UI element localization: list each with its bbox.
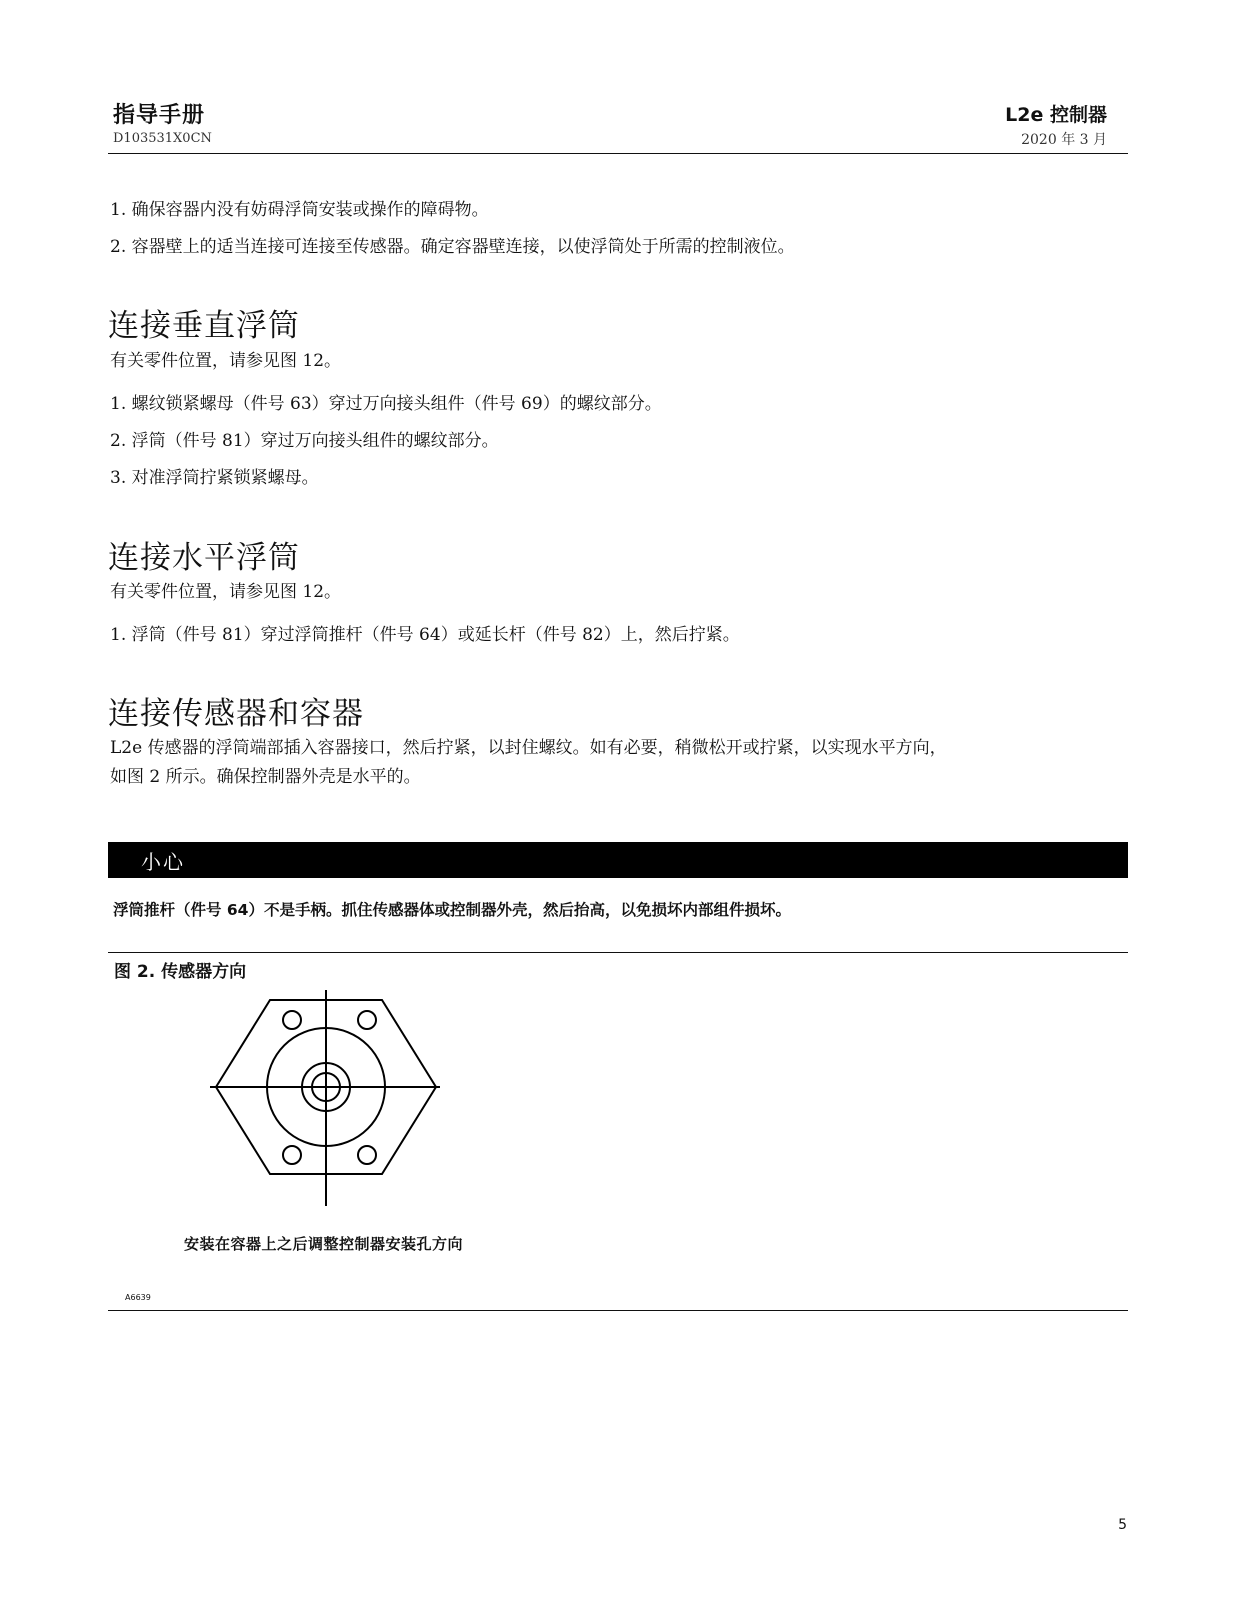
- mounting-hole-bottom-right: [358, 1146, 376, 1164]
- manual-title: 指导手册: [113, 103, 206, 128]
- section-heading-sensor: 连接传感器和容器: [108, 696, 364, 732]
- header-divider: [108, 153, 1128, 154]
- section-heading-vertical: 连接垂直浮筒: [108, 308, 300, 344]
- mounting-hole-bottom-left: [283, 1146, 301, 1164]
- figure-code: A6639: [125, 1293, 151, 1302]
- page-number: 5: [1118, 1517, 1127, 1533]
- caution-label: 小心: [141, 850, 185, 874]
- intro-step-2: 2. 容器壁上的适当连接可连接至传感器。确定容器壁连接，以使浮筒处于所需的控制液位。: [110, 237, 795, 257]
- mounting-hole-top-right: [358, 1011, 376, 1029]
- section-horizontal-ref: 有关零件位置，请参见图 12。: [110, 582, 342, 602]
- sensor-body-line-2: 如图 2 所示。确保控制器外壳是水平的。: [110, 767, 421, 787]
- document-code: D103531X0CN: [113, 131, 212, 146]
- caution-text: 浮筒推杆（件号 64）不是手柄。抓住传感器体或控制器外壳，然后抬高，以免损坏内部组件损坏。: [113, 901, 791, 919]
- mounting-hole-top-left: [283, 1011, 301, 1029]
- vertical-step-3: 3. 对准浮筒拧紧锁紧螺母。: [110, 468, 319, 488]
- section-vertical-ref: 有关零件位置，请参见图 12。: [110, 351, 342, 371]
- intro-step-1: 1. 确保容器内没有妨碍浮筒安装或操作的障碍物。: [110, 200, 489, 220]
- product-title: L2e 控制器: [1005, 104, 1107, 126]
- horizontal-step-1: 1. 浮筒（件号 81）穿过浮筒推杆（件号 64）或延长杆（件号 82）上，然后拧紧。: [110, 625, 740, 645]
- section-heading-horizontal: 连接水平浮筒: [108, 540, 300, 576]
- figure-bottom-divider: [108, 1310, 1128, 1311]
- figure-caption: 安装在容器上之后调整控制器安装孔方向: [184, 1235, 464, 1253]
- vertical-step-1: 1. 螺纹锁紧螺母（件号 63）穿过万向接头组件（件号 69）的螺纹部分。: [110, 394, 662, 414]
- publication-date: 2020 年 3 月: [1021, 132, 1107, 148]
- sensor-body-line-1: L2e 传感器的浮筒端部插入容器接口，然后拧紧，以封住螺纹。如有必要，稍微松开或拧紧，以实现水平方向，: [110, 738, 947, 758]
- vertical-step-2: 2. 浮筒（件号 81）穿过万向接头组件的螺纹部分。: [110, 431, 499, 451]
- figure-top-divider: [108, 952, 1128, 953]
- caution-banner: [108, 842, 1128, 878]
- figure-title: 图 2. 传感器方向: [114, 962, 247, 982]
- sensor-orientation-diagram: [210, 990, 460, 1210]
